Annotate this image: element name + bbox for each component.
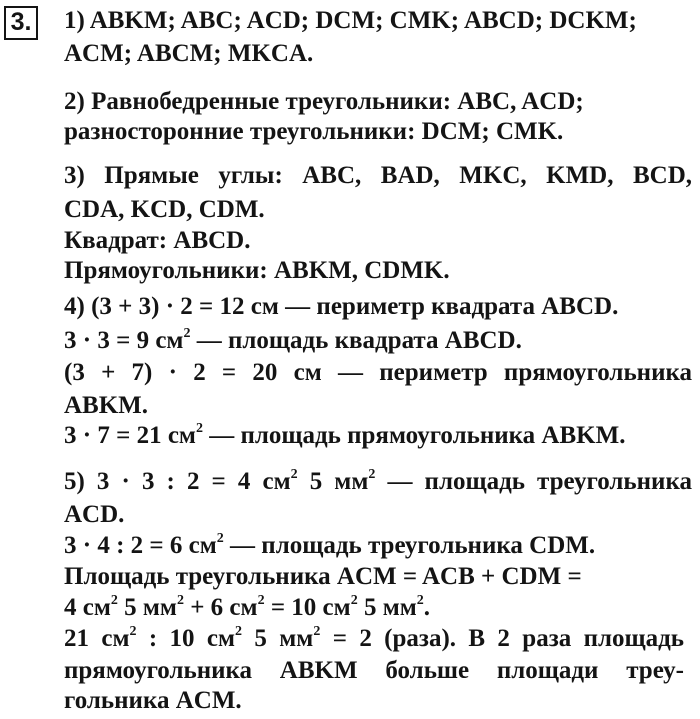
s5-line-5: 4 $см^2$ 5 $мм^2 + 6$ $см^2 = 10$ $см^2$ 5 $мм^2$. [64,592,430,621]
s5-line-6: 21 $см^2$ : 10 $см^2$ 5 $мм^2 = 2$ (раза). В 2 раза площадь [64,623,685,652]
s2-line-1: 2) Равнобедренные треугольники: ABC, ACD; [64,88,584,115]
s3-line-2: CDA, KCD, CDM. [64,196,265,223]
s5-line-1: 5) 3 · 3 : 2 = 4 $см^2$ 5 $мм^2$ — площадь треугольника [64,466,692,495]
s4-line-2: 3 · 3 = 9 $см^2$ — площадь квадрата ABCD. [64,325,522,354]
s5-line-4: Площадь треугольника ACM = ACB + CDM = [64,563,582,590]
s4-line-5: 3 · 7 = 21 $см^2$ — площадь прямоугольника ABKM. [64,420,626,449]
s1-line-2: ACM; ABCM; MKCA. [64,40,314,67]
s3-line-3: Квадрат: ABCD. [64,227,251,254]
s4-line-1: 4) (3 + 3) · 2 = 12 см — периметр квадрата ABCD. [64,293,619,320]
task-number-box: 3. [4,6,38,40]
s1-line-1: 1) ABKM; ABC; ACD; DCM; CMK; ABCD; DCKM; [64,7,637,34]
s5-line-7: прямоугольника ABKM больше площади треу- [64,657,684,684]
s3-line-4: Прямоугольники: ABKM, CDMK. [64,257,450,284]
s4-line-3: (3 + 7) · 2 = 20 см — периметр прямоугольника [64,359,692,386]
s5-line-2: ACD. [64,501,125,528]
s2-line-2: разносторонние треугольники: DCM; CMK. [64,118,564,145]
s4-line-4: ABKM. [64,392,149,419]
s5-line-3: 3 · 4 : 2 = 6 $см^2$ — площадь треугольника CDM. [64,530,596,559]
s5-line-8: гольника ACM. [64,687,242,714]
s3-line-1: 3) Прямые углы: ABC, BAD, MKC, KMD, BCD, [64,162,692,189]
